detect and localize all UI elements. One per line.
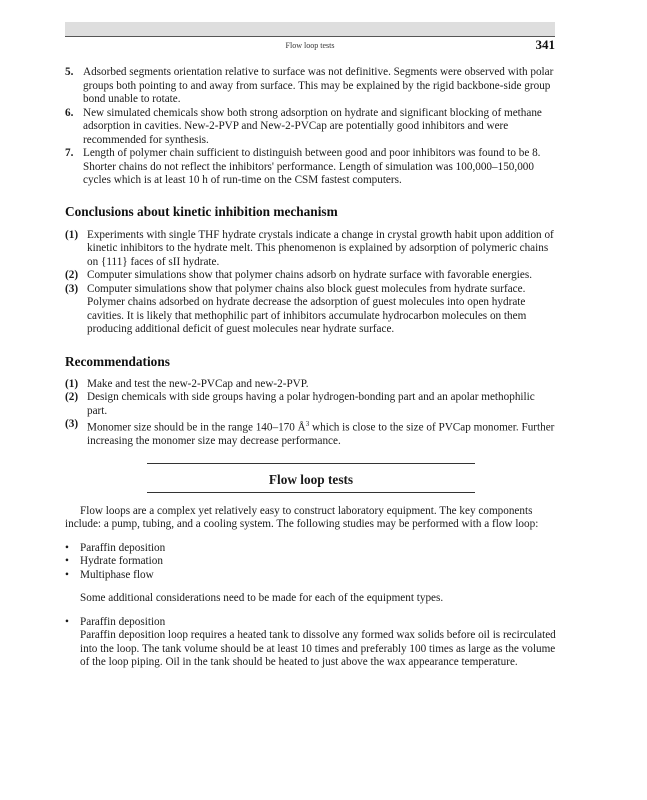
item-text: Computer simulations show that polymer chains also block guest molecules from hydrate surface. Polymer chains adsorbed on hydrate decrease the adsorption of guest molecules into open hydrate cavities. It is likely that methophilic part of inhibitors accumulate hydrocarbon molecules on them producing additional deficit of guest molecules near hydrate surface. <box>87 282 527 335</box>
item-text-after: which is close to the size of PVCap monomer. Further increasing the monomer size may decrease performance. <box>87 421 555 448</box>
numbered-list-findings <box>65 66 557 188</box>
detail-text: Paraffin deposition loop requires a heated tank to dissolve any formed wax solids before oil is recirculated into the loop. The tank volume should be at least 10 times and preferably 100 times as large as the volume of the loop piping. Oil in the tank should be heated to just above the wax appearance temperature. <box>80 629 556 669</box>
item-number: 5. <box>65 66 74 78</box>
recommendations-list <box>65 378 557 449</box>
list-item <box>65 107 557 148</box>
detail-title: Paraffin deposition <box>80 615 166 628</box>
list-item <box>65 569 557 583</box>
conclusions-list <box>65 229 557 337</box>
item-number: (3) <box>65 282 79 295</box>
item-text: Hydrate formation <box>80 555 163 568</box>
item-text: Multiphase flow <box>80 568 154 581</box>
item-text: Paraffin deposition <box>80 541 166 554</box>
list-item <box>65 542 557 556</box>
list-item <box>65 418 557 449</box>
item-text: Length of polymer chain sufficient to distinguish between good and poor inhibitors was found to be 8. Shorter chains do not reflect the inhibitors' performance. Length of simulation was 100,000–150,000 cycles which is at least 10 h of run-time on the CSM fastest computers. <box>83 147 541 186</box>
item-number: 6. <box>65 106 74 119</box>
item-text: New simulated chemicals show both strong adsorption on hydrate and significant blocking of methane adsorption in cavities. New-2-PVP and New-2-PVCap are potentially good inhibitors and were recommended for synthesis. <box>83 106 542 146</box>
header-bar <box>65 22 555 36</box>
list-item <box>65 147 557 188</box>
considerations-note: Some additional considerations need to be made for each of the equipment types. <box>80 592 444 605</box>
item-number: (2) <box>65 269 79 281</box>
studies-bullet-list <box>65 542 557 583</box>
item-number: (2) <box>65 391 79 403</box>
bullet-glyph: • <box>65 568 69 581</box>
section-heading-conclusions: Conclusions about kinetic inhibition mechanism <box>65 203 338 219</box>
page-body <box>65 66 557 670</box>
list-item <box>65 616 557 670</box>
page-number: 341 <box>535 37 555 52</box>
item-number: (1) <box>65 377 79 390</box>
detail-bullet-list <box>65 616 557 670</box>
item-text: Make and test the new-2-PVCap and new-2-PVP. <box>87 377 309 390</box>
flow-loop-title: Flow loop tests <box>268 471 354 487</box>
item-text-before: Monomer size should be in the range 140–170 Å <box>87 421 306 434</box>
list-item <box>65 391 557 418</box>
running-title: Flow loop tests <box>285 41 335 50</box>
list-item <box>65 66 557 107</box>
item-text: Adsorbed segments orientation relative to surface was not definitive. Segments were observed with polar groups both pointing to and away from surface. This may be explained by the rigid backbone-side group bond unable to rotate. <box>83 66 554 105</box>
bullet-glyph: • <box>65 615 69 628</box>
item-number: 7. <box>65 147 74 159</box>
section-heading-recommendations: Recommendations <box>65 353 170 369</box>
item-text: Computer simulations show that polymer chains adsorb on hydrate surface with favorable energies. <box>87 269 533 281</box>
section-heading-flow-loop <box>65 463 557 493</box>
header-rule <box>65 36 555 37</box>
item-text: Experiments with single THF hydrate crystals indicate a change in crystal growth habit upon addition of kinetic inhibitors to the hydrate melt. This phenomenon is explained by adsorption of polymeric chains on {111} faces of sII hydrate. <box>87 228 554 268</box>
bullet-glyph: • <box>65 541 69 554</box>
superscript: 3 <box>305 420 310 428</box>
item-number: (3) <box>65 418 79 430</box>
list-item <box>65 378 557 392</box>
bullet-glyph: • <box>65 555 69 568</box>
intro-paragraph: Flow loops are a complex yet relatively easy to construct laboratory equipment. The key components include: a pump, tubing, and a cooling system. The following studies may be performed with a flow loop: <box>65 504 539 531</box>
item-text: Design chemicals with side groups having a polar hydrogen-bonding part and an apolar methophilic part. <box>87 391 535 417</box>
list-item <box>65 283 557 337</box>
item-number: (1) <box>65 228 79 241</box>
list-item <box>65 229 557 270</box>
list-item <box>65 555 557 569</box>
list-item <box>65 269 557 283</box>
